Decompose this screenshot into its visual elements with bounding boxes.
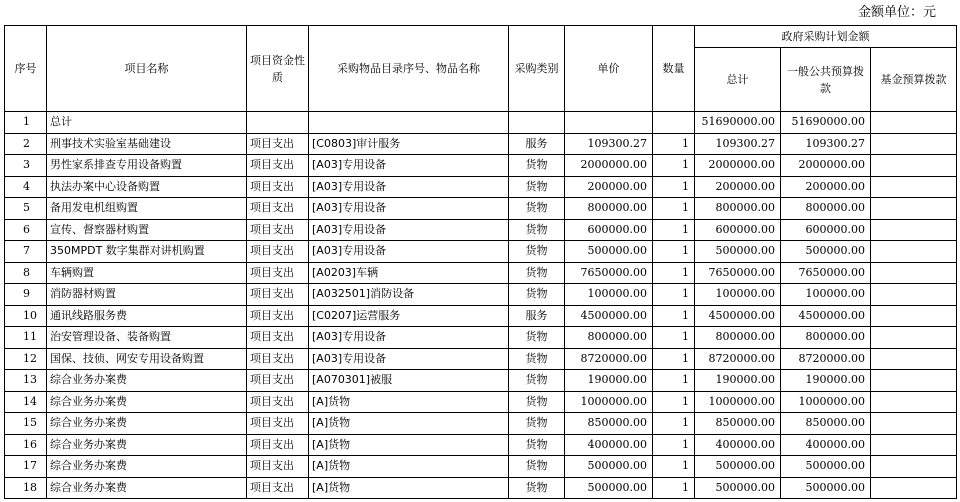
cell-project-name: 执法办案中心设备购置 [47, 176, 247, 198]
cell-fund-budget [871, 370, 957, 392]
cell-qty: 1 [653, 305, 695, 327]
cell-seq: 5 [5, 198, 47, 220]
header-name: 项目名称 [47, 26, 247, 112]
cell-fund-budget [871, 305, 957, 327]
cell-category: 服务 [509, 133, 565, 155]
cell-general-budget: 8720000.00 [781, 348, 871, 370]
cell-total: 190000.00 [695, 370, 781, 392]
cell-total: 200000.00 [695, 176, 781, 198]
cell-unit-price: 7650000.00 [565, 262, 653, 284]
cell-seq: 15 [5, 413, 47, 435]
cell-unit-price: 850000.00 [565, 413, 653, 435]
cell-category: 货物 [509, 155, 565, 177]
cell-category: 货物 [509, 391, 565, 413]
cell-general-budget: 1000000.00 [781, 391, 871, 413]
cell-fund-budget [871, 327, 957, 349]
cell-project-name: 备用发电机组购置 [47, 198, 247, 220]
header-category: 采购类别 [509, 26, 565, 112]
cell-item: [A]货物 [309, 456, 509, 478]
cell-general-budget: 800000.00 [781, 198, 871, 220]
cell-category: 货物 [509, 477, 565, 499]
header-fund-nature: 项目资金性质 [247, 26, 309, 112]
cell-fund-budget [871, 133, 957, 155]
cell-category [509, 112, 565, 134]
cell-seq: 1 [5, 112, 47, 134]
cell-category: 货物 [509, 370, 565, 392]
cell-general-budget: 800000.00 [781, 327, 871, 349]
cell-item: [A]货物 [309, 434, 509, 456]
cell-total: 4500000.00 [695, 305, 781, 327]
cell-qty: 1 [653, 155, 695, 177]
cell-general-budget: 100000.00 [781, 284, 871, 306]
table-header [5, 26, 957, 112]
cell-category: 货物 [509, 284, 565, 306]
table-row [5, 456, 957, 478]
cell-fund-nature: 项目支出 [247, 262, 309, 284]
cell-item: [A]货物 [309, 391, 509, 413]
cell-total: 100000.00 [695, 284, 781, 306]
cell-fund-budget [871, 348, 957, 370]
cell-total: 400000.00 [695, 434, 781, 456]
cell-project-name: 350MPDT 数字集群对讲机购置 [47, 241, 247, 263]
cell-fund-budget [871, 176, 957, 198]
cell-qty: 1 [653, 284, 695, 306]
table-row [5, 348, 957, 370]
cell-item: [A]货物 [309, 477, 509, 499]
header-unit-price: 单价 [565, 26, 653, 112]
cell-seq: 13 [5, 370, 47, 392]
cell-seq: 2 [5, 133, 47, 155]
cell-total: 800000.00 [695, 327, 781, 349]
cell-fund-nature: 项目支出 [247, 348, 309, 370]
cell-fund-nature: 项目支出 [247, 219, 309, 241]
cell-qty: 1 [653, 176, 695, 198]
cell-qty: 1 [653, 262, 695, 284]
cell-category: 货物 [509, 413, 565, 435]
cell-fund-nature: 项目支出 [247, 176, 309, 198]
cell-project-name: 综合业务办案费 [47, 434, 247, 456]
cell-seq: 18 [5, 477, 47, 499]
cell-fund-nature: 项目支出 [247, 155, 309, 177]
cell-total: 1000000.00 [695, 391, 781, 413]
cell-item [309, 112, 509, 134]
header-qty: 数量 [653, 26, 695, 112]
cell-project-name: 刑事技术实验室基础建设 [47, 133, 247, 155]
cell-fund-nature: 项目支出 [247, 198, 309, 220]
table-body [5, 112, 957, 499]
cell-project-name: 综合业务办案费 [47, 477, 247, 499]
cell-item: [A03]专用设备 [309, 241, 509, 263]
cell-fund-budget [871, 112, 957, 134]
cell-total: 7650000.00 [695, 262, 781, 284]
cell-general-budget: 190000.00 [781, 370, 871, 392]
cell-total: 2000000.00 [695, 155, 781, 177]
cell-unit-price: 4500000.00 [565, 305, 653, 327]
cell-general-budget: 2000000.00 [781, 155, 871, 177]
cell-unit-price: 500000.00 [565, 456, 653, 478]
cell-seq: 7 [5, 241, 47, 263]
cell-item: [A]货物 [309, 413, 509, 435]
cell-project-name: 治安管理设备、装备购置 [47, 327, 247, 349]
cell-seq: 6 [5, 219, 47, 241]
cell-fund-nature: 项目支出 [247, 305, 309, 327]
cell-project-name: 宣传、督察器材购置 [47, 219, 247, 241]
cell-project-name: 国保、技侦、网安专用设备购置 [47, 348, 247, 370]
cell-unit-price [565, 112, 653, 134]
cell-fund-nature: 项目支出 [247, 370, 309, 392]
cell-general-budget: 109300.27 [781, 133, 871, 155]
cell-category: 货物 [509, 456, 565, 478]
header-item: 采购物品目录序号、物品名称 [309, 26, 509, 112]
cell-fund-budget [871, 241, 957, 263]
cell-qty: 1 [653, 456, 695, 478]
cell-seq: 14 [5, 391, 47, 413]
table-row [5, 176, 957, 198]
cell-general-budget: 4500000.00 [781, 305, 871, 327]
table-row [5, 133, 957, 155]
cell-qty: 1 [653, 391, 695, 413]
cell-project-name: 综合业务办案费 [47, 391, 247, 413]
cell-item: [A03]专用设备 [309, 219, 509, 241]
cell-category: 货物 [509, 219, 565, 241]
cell-fund-nature: 项目支出 [247, 391, 309, 413]
cell-category: 货物 [509, 241, 565, 263]
cell-fund-nature [247, 112, 309, 134]
cell-project-name: 综合业务办案费 [47, 413, 247, 435]
cell-unit-price: 800000.00 [565, 198, 653, 220]
cell-total: 109300.27 [695, 133, 781, 155]
cell-unit-price: 500000.00 [565, 477, 653, 499]
table-row [5, 241, 957, 263]
cell-unit-price: 800000.00 [565, 327, 653, 349]
cell-qty: 1 [653, 219, 695, 241]
table-row [5, 262, 957, 284]
table-row [5, 155, 957, 177]
cell-qty: 1 [653, 477, 695, 499]
header-total: 总计 [695, 48, 781, 112]
cell-qty: 1 [653, 133, 695, 155]
cell-fund-budget [871, 391, 957, 413]
cell-seq: 16 [5, 434, 47, 456]
cell-total: 8720000.00 [695, 348, 781, 370]
cell-item: [A03]专用设备 [309, 155, 509, 177]
cell-category: 货物 [509, 262, 565, 284]
cell-unit-price: 600000.00 [565, 219, 653, 241]
header-seq: 序号 [5, 26, 47, 112]
table-row [5, 219, 957, 241]
cell-seq: 11 [5, 327, 47, 349]
cell-general-budget: 400000.00 [781, 434, 871, 456]
cell-project-name: 综合业务办案费 [47, 456, 247, 478]
cell-fund-budget [871, 262, 957, 284]
cell-item: [A0203]车辆 [309, 262, 509, 284]
table-row [5, 477, 957, 499]
cell-total: 51690000.00 [695, 112, 781, 134]
cell-category: 服务 [509, 305, 565, 327]
cell-fund-nature: 项目支出 [247, 434, 309, 456]
table-row [5, 284, 957, 306]
cell-item: [A032501]消防设备 [309, 284, 509, 306]
cell-fund-budget [871, 434, 957, 456]
cell-total: 500000.00 [695, 241, 781, 263]
cell-unit-price: 400000.00 [565, 434, 653, 456]
cell-project-name: 车辆购置 [47, 262, 247, 284]
cell-fund-budget [871, 284, 957, 306]
cell-total: 500000.00 [695, 477, 781, 499]
table-row [5, 305, 957, 327]
cell-qty: 1 [653, 198, 695, 220]
cell-category: 货物 [509, 434, 565, 456]
cell-fund-nature: 项目支出 [247, 241, 309, 263]
cell-fund-nature: 项目支出 [247, 477, 309, 499]
cell-item: [A03]专用设备 [309, 198, 509, 220]
cell-seq: 12 [5, 348, 47, 370]
cell-unit-price: 2000000.00 [565, 155, 653, 177]
unit-note: 金额单位：元 [857, 5, 936, 20]
cell-total: 800000.00 [695, 198, 781, 220]
cell-fund-nature: 项目支出 [247, 133, 309, 155]
cell-seq: 10 [5, 305, 47, 327]
cell-project-name: 通讯线路服务费 [47, 305, 247, 327]
cell-total: 850000.00 [695, 413, 781, 435]
cell-seq: 4 [5, 176, 47, 198]
cell-project-name: 综合业务办案费 [47, 370, 247, 392]
cell-general-budget: 200000.00 [781, 176, 871, 198]
cell-project-name: 男性家系排查专用设备购置 [47, 155, 247, 177]
cell-unit-price: 500000.00 [565, 241, 653, 263]
cell-category: 货物 [509, 198, 565, 220]
cell-project-name: 总计 [47, 112, 247, 134]
cell-unit-price: 200000.00 [565, 176, 653, 198]
cell-seq: 8 [5, 262, 47, 284]
procurement-table [4, 25, 957, 499]
cell-item: [C0803]审计服务 [309, 133, 509, 155]
cell-item: [C0207]运营服务 [309, 305, 509, 327]
table-row [5, 112, 957, 134]
header-general-budget: 一般公共预算拨款 [781, 48, 871, 112]
table-row [5, 434, 957, 456]
cell-general-budget: 850000.00 [781, 413, 871, 435]
cell-general-budget: 51690000.00 [781, 112, 871, 134]
cell-category: 货物 [509, 327, 565, 349]
cell-fund-budget [871, 155, 957, 177]
cell-general-budget: 500000.00 [781, 241, 871, 263]
cell-qty: 1 [653, 370, 695, 392]
table-row [5, 370, 957, 392]
cell-item: [A03]专用设备 [309, 348, 509, 370]
cell-seq: 9 [5, 284, 47, 306]
header-fund-budget: 基金预算拨款 [871, 48, 957, 112]
cell-total: 500000.00 [695, 456, 781, 478]
cell-fund-nature: 项目支出 [247, 327, 309, 349]
cell-unit-price: 190000.00 [565, 370, 653, 392]
table-row [5, 391, 957, 413]
cell-qty: 1 [653, 434, 695, 456]
cell-category: 货物 [509, 348, 565, 370]
cell-fund-budget [871, 456, 957, 478]
cell-qty: 1 [653, 348, 695, 370]
cell-fund-budget [871, 198, 957, 220]
cell-qty: 1 [653, 413, 695, 435]
cell-fund-nature: 项目支出 [247, 284, 309, 306]
table-row [5, 413, 957, 435]
cell-unit-price: 8720000.00 [565, 348, 653, 370]
cell-item: [A070301]被服 [309, 370, 509, 392]
cell-general-budget: 500000.00 [781, 456, 871, 478]
cell-item: [A03]专用设备 [309, 176, 509, 198]
cell-total: 600000.00 [695, 219, 781, 241]
cell-project-name: 消防器材购置 [47, 284, 247, 306]
cell-unit-price: 100000.00 [565, 284, 653, 306]
cell-seq: 3 [5, 155, 47, 177]
cell-fund-budget [871, 219, 957, 241]
cell-unit-price: 1000000.00 [565, 391, 653, 413]
table-row [5, 198, 957, 220]
cell-unit-price: 109300.27 [565, 133, 653, 155]
cell-general-budget: 600000.00 [781, 219, 871, 241]
cell-general-budget: 500000.00 [781, 477, 871, 499]
cell-fund-budget [871, 413, 957, 435]
cell-qty: 1 [653, 241, 695, 263]
table-row [5, 327, 957, 349]
cell-qty [653, 112, 695, 134]
cell-seq: 17 [5, 456, 47, 478]
cell-qty: 1 [653, 327, 695, 349]
cell-fund-nature: 项目支出 [247, 413, 309, 435]
cell-category: 货物 [509, 176, 565, 198]
cell-fund-nature: 项目支出 [247, 456, 309, 478]
cell-general-budget: 7650000.00 [781, 262, 871, 284]
cell-item: [A03]专用设备 [309, 327, 509, 349]
cell-fund-budget [871, 477, 957, 499]
header-plan-amount: 政府采购计划金额 [695, 26, 957, 48]
